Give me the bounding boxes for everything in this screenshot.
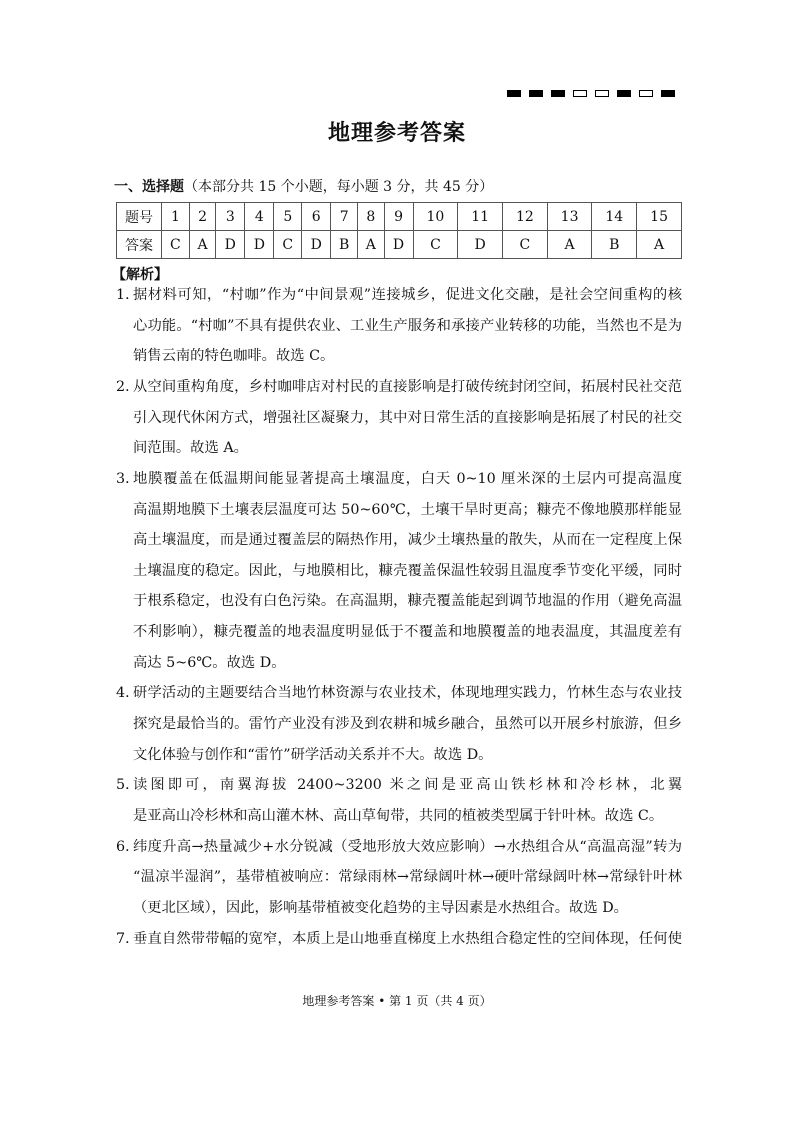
question-number: 4 [245, 203, 274, 231]
item-text-line: 于根系稳定，也没有白色污染。在高温期，糠壳覆盖能起到调节地温的作用（避免高温 [133, 593, 682, 610]
answer-table [116, 202, 682, 259]
item-text-line: 不利影响），糠壳覆盖的地表温度明显低于不覆盖和地膜覆盖的地表温度，其温度差有 [133, 624, 682, 641]
page-title: 地理参考答案 [327, 120, 466, 146]
item-text-line: 研学活动的主题要结合当地竹林资源与农业技术，体现地理实践力，竹林生态与农业技 [133, 685, 682, 702]
question-number: 3 [216, 203, 245, 231]
answer-cell: C [162, 231, 190, 259]
question-number: 15 [637, 203, 682, 231]
header-mark [551, 90, 565, 97]
answer-cell: D [245, 231, 274, 259]
item-number: 6． [116, 838, 140, 855]
item-text-line: 高达 5~6℃。故选 D。 [133, 654, 286, 671]
item-text-line: 高温期地膜下土壤表层温度可达 50~60℃，土壤干旱时更高；糠壳不像地膜那样能显 [133, 501, 682, 518]
item-text-line: 高土壤温度，而是通过覆盖层的隔热作用，减少土壤热量的散失，从而在一定程度上保 [133, 532, 682, 549]
answer-cell: D [216, 231, 245, 259]
item-text-line: 据材料可知，“村咖”作为“中间景观”连接城乡，促进文化交融，是社会空间重构的核 [133, 287, 682, 303]
item-text-line: 销售云南的特色咖啡。故选 C。 [133, 348, 335, 365]
question-number: 10 [413, 203, 458, 231]
header-mark [529, 90, 543, 97]
answer-cell: D [458, 231, 503, 259]
answer-cell: D [302, 231, 331, 259]
answer-cell: D [384, 231, 413, 259]
question-number: 9 [384, 203, 413, 231]
section-label: 一、选择题 [114, 179, 184, 195]
header-mark [595, 90, 609, 97]
question-number: 8 [358, 203, 384, 231]
answer-cell: B [592, 231, 637, 259]
header-mark [661, 90, 675, 97]
question-number: 1 [162, 203, 190, 231]
table-row-answers [117, 231, 682, 259]
question-number: 11 [458, 203, 503, 231]
item-text-line: 纬度升高→热量减少+水分锐减（受地形放大效应影响）→水热组合从“高温高湿”转为 [133, 838, 682, 855]
item-number: 7． [116, 930, 140, 947]
question-number: 7 [331, 203, 358, 231]
header-mark [617, 90, 631, 97]
question-number: 6 [302, 203, 331, 231]
item-number: 1． [116, 287, 140, 303]
question-number: 2 [189, 203, 215, 231]
header-marks [507, 90, 675, 97]
item-text-line: “温凉半湿润”，基带植被响应：常绿雨林→常绿阔叶林→硬叶常绿阔叶林→常绿针叶林 [133, 869, 682, 886]
question-number: 5 [274, 203, 302, 231]
item-text-line: 文化体验与创作和“雷竹”研学活动关系并不大。故选 D。 [133, 746, 493, 763]
answer-cell: A [358, 231, 384, 259]
item-number: 2． [116, 378, 140, 395]
header-mark [573, 90, 587, 97]
item-number: 4． [116, 685, 140, 702]
answer-cell: C [274, 231, 302, 259]
item-text-line: 土壤温度的稳定。因此，与地膜相比，糠壳覆盖保温性较弱且温度季节变化平缓，同时 [133, 562, 682, 579]
item-text-line: （更北区域），因此，影响基带植被变化趋势的主导因素是水热组合。故选 D。 [133, 899, 628, 916]
row-header: 答案 [117, 231, 162, 259]
question-number: 14 [592, 203, 637, 231]
item-text-line: 是亚高山冷杉林和高山灌木林、高山草甸带，共同的植被类型属于针叶林。故选 C。 [133, 808, 664, 825]
answer-cell: C [413, 231, 458, 259]
answer-cell: B [331, 231, 358, 259]
page-footer: 地理参考答案 • 第 1 页（共 4 页） [302, 994, 492, 1008]
analysis-label: 【解析】 [112, 267, 168, 283]
answer-cell: A [637, 231, 682, 259]
header-mark [507, 90, 521, 97]
item-text-line: 垂直自然带带幅的宽窄，本质上是山地垂直梯度上水热组合稳定性的空间体现，任何使 [133, 930, 682, 947]
question-number: 12 [503, 203, 548, 231]
item-text-line: 心功能。“村咖”不具有提供农业、工业生产服务和承接产业转移的功能，当然也不是为 [133, 317, 682, 334]
answer-cell: A [547, 231, 592, 259]
header-mark [639, 90, 653, 97]
section-note: （本部分共 15 个小题，每小题 3 分，共 45 分） [184, 179, 494, 195]
item-text-line: 地膜覆盖在低温期间能显著提高土壤温度，白天 0~10 厘米深的土层内可提高温度 [133, 470, 682, 487]
item-text-line: 读图即可，南翼海拔 2400~3200 米之间是亚高山铁杉林和冷杉林，北翼 [133, 777, 682, 794]
table-row-numbers [117, 203, 682, 231]
question-number: 13 [547, 203, 592, 231]
item-number: 3． [116, 470, 140, 487]
item-text-line: 探究是最恰当的。雷竹产业没有涉及到农耕和城乡融合，虽然可以开展乡村旅游，但乡 [133, 716, 682, 733]
answer-cell: C [503, 231, 548, 259]
item-number: 5． [116, 777, 140, 794]
item-text-line: 引入现代休闲方式，增强社区凝聚力，其中对日常生活的直接影响是拓展了村民的社交 [133, 409, 682, 426]
section-heading [114, 176, 493, 196]
row-header: 题号 [117, 203, 162, 231]
item-text-line: 从空间重构角度，乡村咖啡店对村民的直接影响是打破传统封闭空间，拓展村民社交范 [133, 378, 682, 395]
answer-cell: A [189, 231, 215, 259]
item-text-line: 间范围。故选 A。 [133, 440, 248, 457]
